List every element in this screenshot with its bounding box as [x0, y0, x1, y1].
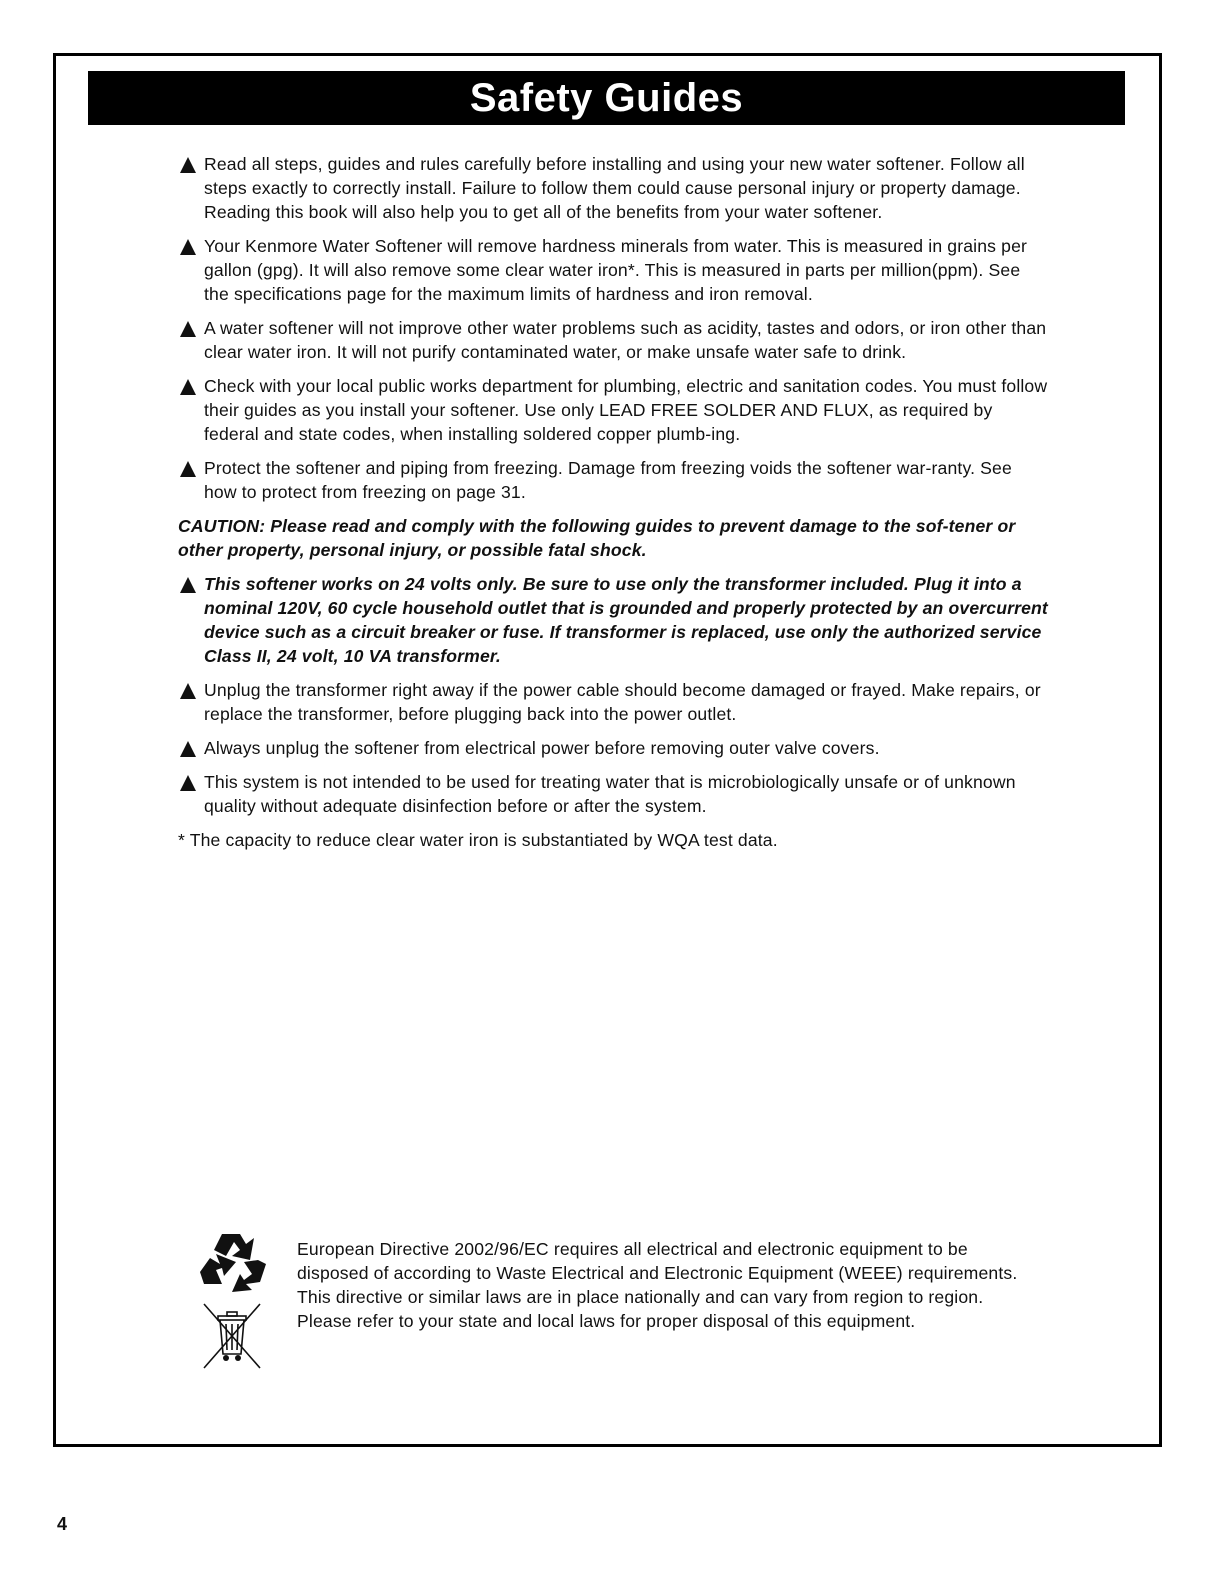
weee-notice: European Directive 2002/96/EC requires all electrical and electronic equipment to be disposed of according to Waste Electrical and Electronic Equipment (WEEE) requirements. This directive or similar laws are in place nationally and can vary from region to region. Please refer to your state and local laws for proper disposal of this equipment. — [297, 1239, 1018, 1331]
crossed-out-bin-icon — [196, 1302, 268, 1372]
safety-item — [178, 234, 1048, 306]
warning-triangle-icon — [180, 683, 196, 699]
safety-item-text: Check with your local public works department for plumbing, electric and sanitation codes. You must follow their guides as you install your softener. Use only LEAD FREE SOLDER AND FLUX, as required by federal and state codes, when installing soldered copper plumb-ing. — [204, 376, 1048, 444]
safety-item — [178, 316, 1048, 364]
warning-triangle-icon — [180, 157, 196, 173]
safety-item-text: Protect the softener and piping from freezing. Damage from freezing voids the softener war-ranty. See how to protect from freezing on page 31. — [204, 458, 1012, 502]
warning-triangle-icon — [180, 461, 196, 477]
caution-item-text: This system is not intended to be used for treating water that is microbiologically unsafe or of unknown quality without adequate disinfection before or after the system. — [204, 772, 1016, 816]
caution-item-text: Unplug the transformer right away if the power cable should become damaged or frayed. Make repairs, or replace the transformer, before plugging back into the power outlet. — [204, 680, 1041, 724]
safety-item — [178, 374, 1048, 446]
caution-item-text: Always unplug the softener from electrical power before removing outer valve covers. — [204, 738, 880, 758]
safety-item — [178, 456, 1048, 504]
safety-item-text: Your Kenmore Water Softener will remove hardness minerals from water. This is measured in grains per gallon (gpg). It will also remove some clear water iron*. This is measured in parts per million(ppm). See the specifications page for the maximum limits of hardness and iron removal. — [204, 236, 1028, 304]
safety-item-text: Read all steps, guides and rules carefully before installing and using your new water softener. Follow all steps exactly to correctly install. Failure to follow them could cause personal injury or property damage. Reading this book will also help you to get all of the benefits from your water softener. — [204, 154, 1025, 222]
warning-triangle-icon — [180, 577, 196, 593]
caution-item — [178, 736, 1048, 760]
caution-item-text: This softener works on 24 volts only. Be sure to use only the transformer included. Plug it into a nominal 120V, 60 cycle household outlet that is grounded and properly protected by an overcurrent device such as a circuit breaker or fuse. If transformer is replaced, use only the authorized service Class II, 24 volt, 10 VA transformer. — [204, 574, 1048, 666]
warning-triangle-icon — [180, 775, 196, 791]
warning-triangle-icon — [180, 741, 196, 757]
caution-item — [178, 770, 1048, 818]
safety-item — [178, 152, 1048, 224]
warning-triangle-icon — [180, 239, 196, 255]
warning-triangle-icon — [180, 379, 196, 395]
caution-item — [178, 678, 1048, 726]
footnote: * The capacity to reduce clear water iron is substantiated by WQA test data. — [178, 830, 778, 850]
caution-heading: CAUTION: Please read and comply with the following guides to prevent damage to the sof-tener or other property, personal injury, or possible fatal shock. — [178, 516, 1016, 560]
safety-item-text: A water softener will not improve other water problems such as acidity, tastes and odors, or iron other than clear water iron. It will not purify contaminated water, or make unsafe water safe to drink. — [204, 318, 1047, 362]
warning-triangle-icon — [180, 321, 196, 337]
weee-icons — [196, 1230, 268, 1370]
page-number: 4 — [57, 1514, 68, 1534]
safety-content — [178, 152, 1048, 852]
page-title: Safety Guides — [88, 71, 1125, 125]
caution-item — [178, 572, 1048, 668]
